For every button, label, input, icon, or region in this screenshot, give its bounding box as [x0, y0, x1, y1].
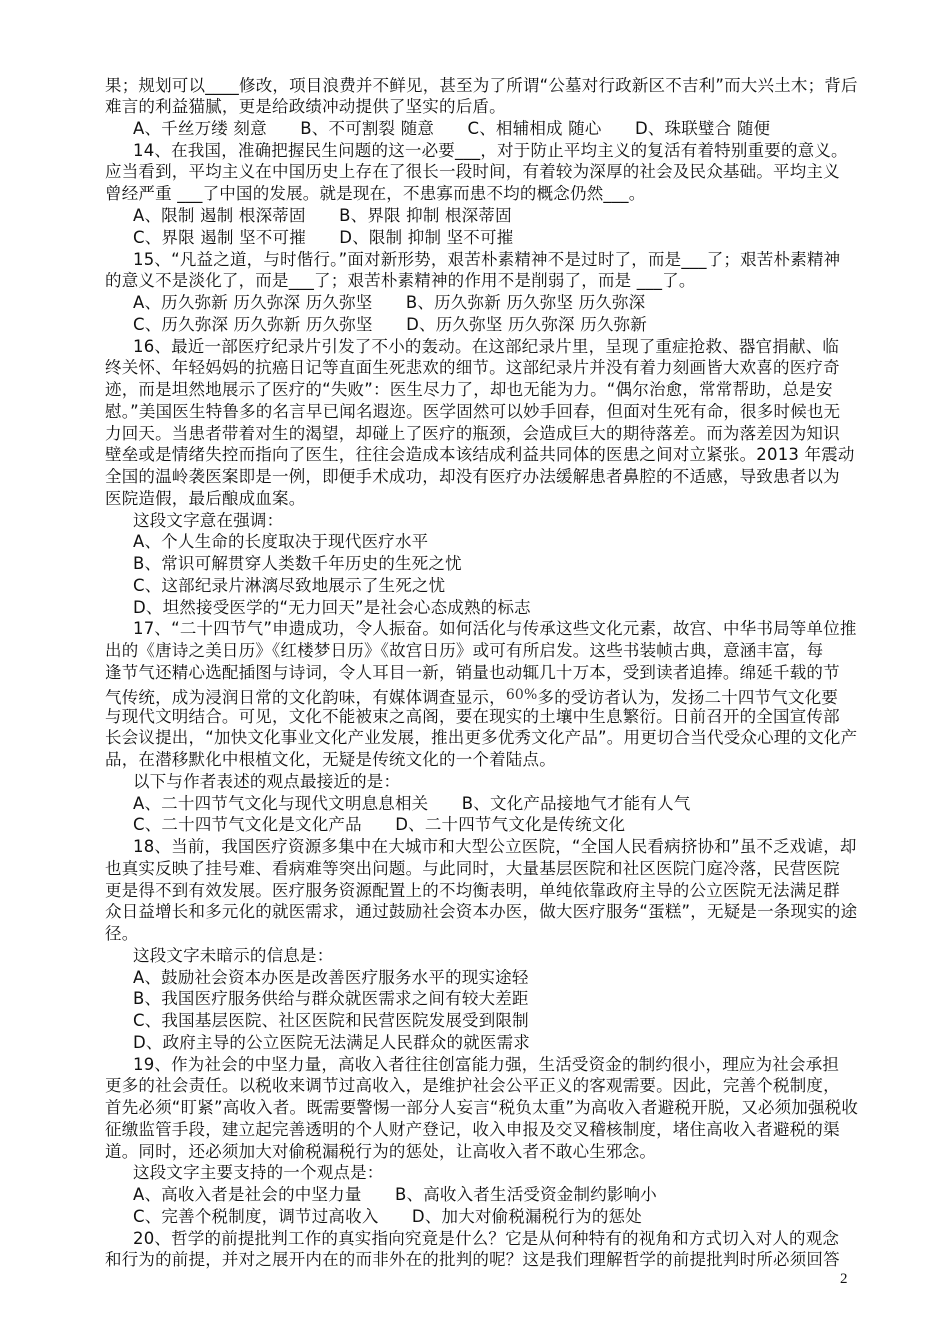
question-stem: 这段文字主要支持的一个观点是： — [133, 1163, 384, 1182]
option-line: A、个人生命的长度取决于现代医疗水平 — [133, 532, 429, 551]
option-line: A、鼓励社会资本办医是改善医疗服务水平的现实途轻 — [133, 968, 529, 987]
question-18: 18、当前，我国医疗资源多集中在大城市和大型公立医院，“全国人民看病挤协和”虽不乏戏谑，却 — [133, 837, 857, 856]
paragraph-line: 医院造假，最后酿成血案。 — [105, 489, 306, 508]
paragraph-line: 也真实反映了挂号难、看病难等突出问题。与此同时，大量基层医院和社区医院门庭冷落，民营医院 — [105, 859, 840, 878]
paragraph-line: 逢节气还精心选配插图与诗词，令人耳目一新，销量也动辄几十万本，受到读者追捧。绵延千载的节 — [105, 663, 840, 682]
option-line: D、政府主导的公立医院无法满足人民群众的就医需求 — [133, 1033, 531, 1052]
option-line: B、我国医疗服务供给与群众就医需求之间有较大差距 — [133, 989, 529, 1008]
paragraph-line: 更多的社会责任。以税收来调节过高收入，是维护社会公平正义的客观需要。因此，完善个税制度， — [105, 1076, 840, 1095]
paragraph-line: 曾经严重 ___了中国的发展。就是现在，不患寡而患不均的概念仍然___。 — [105, 184, 646, 203]
paragraph-line: 首先必须“盯紧”高收入者。既需要警惕一部分人妄言“税负太重”为高收入者避税开脱，又必须加强税收 — [105, 1098, 859, 1117]
option-line: C、二十四节气文化是文化产品 D、二十四节气文化是传统文化 — [133, 815, 626, 834]
paragraph-line: 与现代文明结合。可见，文化不能被束之高阁，要在现实的土壤中生息繁衍。日前召开的全国宣传部 — [105, 707, 840, 726]
paragraph-line: 力回天。当患者带着对生的渴望，却碰上了医疗的瓶颈，会造成巨大的期待落差。而为落差因为知识 — [105, 424, 840, 443]
question-14: 14、在我国，准确把握民生问题的这一必要___，对于防止平均主义的复活有着特别重要的意义。 — [133, 141, 848, 160]
paragraph-line: 慰。”美国医生特鲁多的名言早已闻名遐迩。医学固然可以妙手回春，但面对生死有命，很多时候也无 — [105, 402, 841, 421]
option-line: A、二十四节气文化与现代文明息息相关 B、文化产品接地气才能有人气 — [133, 794, 691, 813]
paragraph-line: 径。 — [105, 924, 139, 943]
page-number: 2 — [840, 1271, 848, 1287]
paragraph-line: 壁垒或是情绪失控而指向了医生，往往会造成本该结成利益共同体的医患之间对立紧张。2013 年震动 — [105, 445, 855, 464]
option-line: C、这部纪录片淋漓尽致地展示了生死之忧 — [133, 576, 446, 595]
question-17: 17、“二十四节气”申遗成功，令人振奋。如何活化与传承这些文化元素，故宫、中华书局等单位推 — [133, 619, 857, 638]
text-segment: 多的受访者认为，发扬二十四节气文化要 — [537, 688, 839, 707]
paragraph-line: 征缴监管手段，建立起完善透明的个人财产登记，收入申报及交叉稽核制度，堵住高收入者避税的渠 — [105, 1120, 840, 1139]
question-19: 19、作为社会的中坚力量，高收入者往往创富能力强，生活受资金的制约很小，理应为社会承担 — [133, 1055, 840, 1074]
paragraph-line: 出的《唐诗之美日历》《红楼梦日历》《故宫日历》或可有所启发。这些书装帧古典，意涵丰富，每 — [105, 641, 824, 660]
question-16: 16、最近一部医疗纪录片引发了不小的轰动。在这部纪录片里，呈现了重症抢救、器官捐献、临 — [133, 337, 840, 356]
paragraph-line: 终关怀、年轻妈妈的抗癌日记等直面生死悲欢的细节。这部纪录片并没有着力刻画皆大欢喜的医疗奇 — [105, 358, 840, 377]
option-line: A、历久弥新 历久弥深 历久弥坚 B、历久弥新 历久弥坚 历久弥深 — [133, 293, 646, 312]
option-line: C、我国基层医院、社区医院和民营医院发展受到限制 — [133, 1011, 529, 1030]
text-segment: 气传统，成为浸润日常的文化韵味，有媒体调查显示， — [105, 688, 506, 707]
percent-value: 60% — [505, 687, 538, 703]
option-line: C、完善个税制度，调节过高收入 D、加大对偷税漏税行为的惩处 — [133, 1207, 642, 1226]
paragraph-line: 品，在潜移默化中根植文化，无疑是传统文化的一个着陆点。 — [105, 750, 556, 769]
question-20: 20、哲学的前提批判工作的真实指向究竟是什么？它是从何种特有的视角和方式切入对人的观念 — [133, 1229, 840, 1248]
question-15: 15、“凡益之道，与时偕行。”面对新形势，艰苦朴素精神不是过时了，而是___了；艰苦朴素精神 — [133, 250, 841, 269]
paragraph-line: 果；规划可以____修改，项目浪费并不鲜见，甚至为了所谓“公墓对行政新区不吉利”而大兴土木；背后 — [105, 76, 858, 95]
paragraph-line: 和行为的前提，并对之展开内在的而非外在的批判的呢？这是我们理解哲学的前提批判时所必须回答 — [105, 1250, 840, 1269]
option-line: C、历久弥深 历久弥新 历久弥坚 D、历久弥坚 历久弥深 历久弥新 — [133, 315, 648, 334]
paragraph-line: 迹，而是坦然地展示了医疗的“失败”：医生尽力了，却也无能为力。“偶尔治愈，常常帮助，总是安 — [105, 380, 833, 399]
paragraph-line: 难言的利益猫腻，更是给政绩冲动提供了坚实的后盾。 — [105, 97, 506, 116]
paragraph-line: 的意义不是淡化了，而是___了；艰苦朴素精神的作用不是削弱了，而是 ___了。 — [105, 271, 696, 290]
paragraph-line: 更是得不到有效发展。医疗服务资源配置上的不均衡表明，单纯依靠政府主导的公立医院无法满足群 — [105, 881, 840, 900]
paragraph-line: 应当看到，平均主义在中国历史上存在了很长一段时间，有着较为深厚的社会及民众基础。平均主义 — [105, 162, 840, 181]
question-stem: 以下与作者表述的观点最接近的是： — [133, 772, 401, 791]
paragraph-line: 众日益增长和多元化的就医需求，通过鼓励社会资本办医，做大医疗服务“蛋糕”，无疑是一条现实的途 — [105, 902, 858, 921]
option-line: A、限制 遏制 根深蒂固 B、界限 抑制 根深蒂固 — [133, 206, 512, 225]
option-line: A、千丝万缕 刻意 B、不可割裂 随意 C、相辅相成 随心 D、珠联璧合 随便 — [133, 119, 771, 138]
paragraph-line: 全国的温岭袭医案即是一例，即便手术成功，却没有医疗办法缓解患者鼻腔的不适感，导致患者以为 — [105, 467, 840, 486]
option-line: D、坦然接受医学的“无力回天”是社会心态成熟的标志 — [133, 598, 531, 617]
question-stem: 这段文字意在强调： — [133, 511, 284, 530]
option-line: A、高收入者是社会的中坚力量 B、高收入者生活受资金制约影响小 — [133, 1185, 658, 1204]
paragraph-line: 道。同时，还必须加大对偷税漏税行为的惩处，让高收入者不敢心生邪念。 — [105, 1142, 657, 1161]
question-stem: 这段文字未暗示的信息是： — [133, 946, 334, 965]
paragraph-line: 长会议提出，“加快文化事业文化产业发展，推出更多优秀文化产品”。用更切合当代受众心理的文化产 — [105, 728, 858, 747]
option-line: C、界限 遏制 坚不可摧 D、限制 抑制 坚不可摧 — [133, 228, 514, 247]
option-line: B、常识可解贯穿人类数千年历史的生死之忧 — [133, 554, 462, 573]
